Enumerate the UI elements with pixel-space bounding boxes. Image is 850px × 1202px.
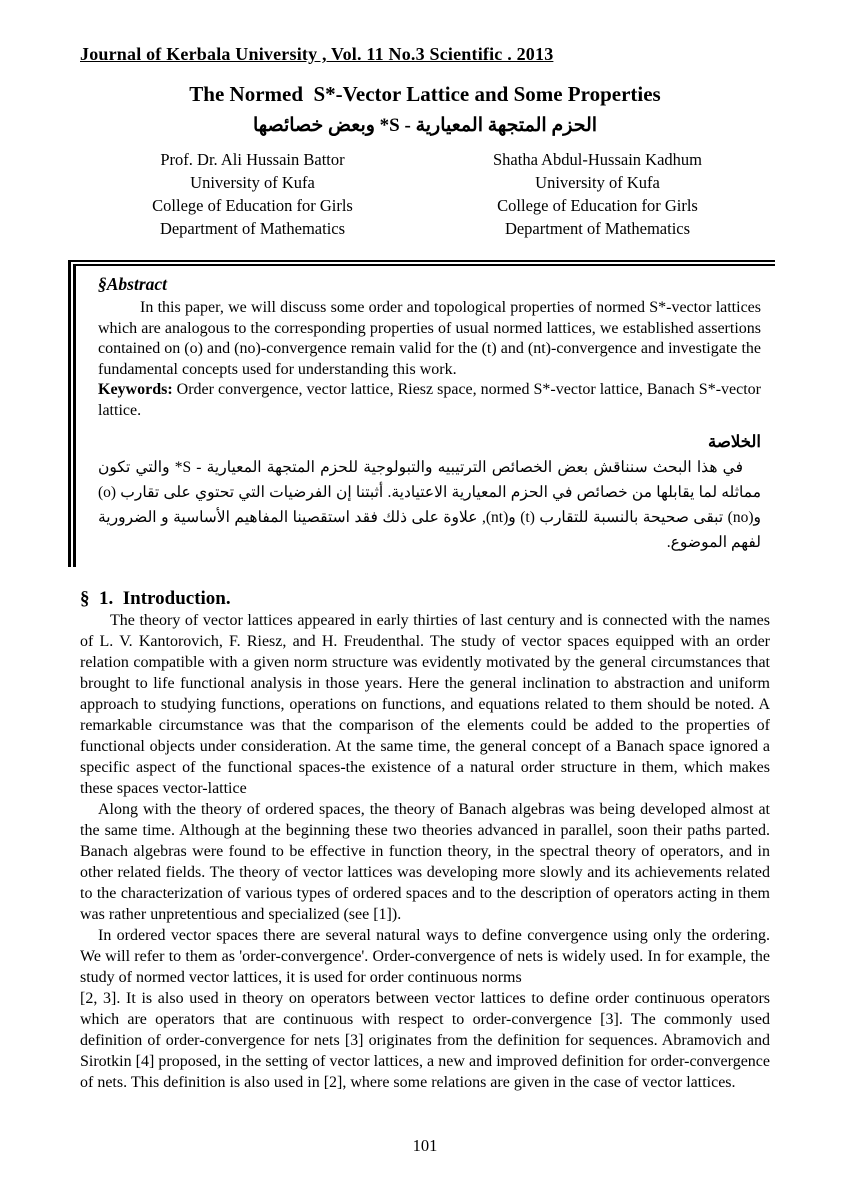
author-affiliation-line: College of Education for Girls <box>497 196 698 215</box>
author-name: Prof. Dr. Ali Hussain Battor <box>160 150 345 169</box>
author-affiliation-line: College of Education for Girls <box>152 196 353 215</box>
author-column-left <box>80 148 425 240</box>
author-affiliation-line: Department of Mathematics <box>504 219 691 238</box>
author-column-right <box>425 148 770 240</box>
journal-header: Journal of Kerbala University , Vol. 11 No.3 Scientific . 2013 <box>80 44 554 64</box>
abstract-text: In this paper, we will discuss some order and topological properties of normed S*-vector lattices which are analogous to the corresponding properties of usual normed lattices, we established assertions contained on (o) and (no)-convergence remain valid for the (t) and (nt)-convergence and investigate the fundamental concepts used for understanding this work. <box>98 299 761 378</box>
abstract-heading: §Abstract <box>98 274 168 294</box>
author-name: Shatha Abdul-Hussain Kadhum <box>493 150 702 169</box>
paper-title-english: The Normed S*-Vector Lattice and Some Properties <box>189 82 661 106</box>
author-affiliation-line: Department of Mathematics <box>159 219 346 238</box>
keywords-label: Keywords: <box>98 381 173 398</box>
introduction-heading: § 1. Introduction. <box>80 588 231 609</box>
arabic-abstract-heading: الخلاصة <box>708 432 761 451</box>
arabic-abstract-text: في هذا البحث سنناقش بعض الخصائص الترتيبيه والتبولوجية للحزم المتجهة المعيارية - S* والتي تكون مماثله لما يقابلها من خصائص في الحزم المعيارية الاعتيادية. أثبتنا إن الفرضيات التي تحتوي على تقارب (o) و(no) تبقى صحيحة بالنسبة للتقارب (t) و(nt), علاوة على ذلك فقد استقصينا المفاهيم الأساسية و الضرورية لفهم الموضوع. <box>98 459 761 551</box>
introduction-paragraph: In ordered vector spaces there are several natural ways to define convergence using only the ordering. We will refer to them as 'order-convergence'. Order-convergence of nets is widely used. In for example, the study of normed vector lattices, it is used for order continuous norms <box>80 927 770 986</box>
keywords-line <box>98 380 761 421</box>
abstract-box <box>68 260 775 567</box>
keywords-text: Order convergence, vector lattice, Riesz space, normed S*-vector lattice, Banach S*-vector lattice. <box>98 381 761 419</box>
introduction-paragraph: [2, 3]. It is also used in theory on operators between vector lattices to define order continuous operators which are operators that are continuous with respect to order-convergence [3]. The commonly used definition of order-convergence for nets [3] originates from the definition for sequences. Abramovich and Sirotkin [4] proposed, in the setting of vector lattices, a new and improved definition for order-convergence of nets. This definition is also used in [2], where some relations are given in the case of vector lattices. <box>80 990 770 1091</box>
paper-title-arabic: الحزم المتجهة المعيارية - S* وبعض خصائصها <box>252 115 598 136</box>
page-number: 101 <box>412 1136 438 1155</box>
introduction-paragraph: Along with the theory of ordered spaces, the theory of Banach algebras was being developed almost at the same time. Although at the beginning these two theories advanced in parallel, soon their paths parted. Banach algebras were found to be effective in function theory, in the spectral theory of operators, and in other related fields. The theory of vector lattices was developing more slowly and its achievements related to the characterization of various types of ordered spaces and to the description of operators acting in them was rather unpretentious and specialized (see [1]). <box>80 801 770 923</box>
author-affiliation-line: University of Kufa <box>190 173 315 192</box>
introduction-paragraph: The theory of vector lattices appeared in early thirties of last century and is connected with the names of L. V. Kantorovich, F. Riesz, and H. Freudenthal. The study of vector spaces equipped with an order relation compatible with a given norm structure was evidently motivated by the general circumstances that brought to life functional analysis in those years. Here the general inclination to abstraction and uniform approach to studying functions, operations on functions, and equations related to them should be noted. A remarkable circumstance was that the comparison of the elements could be added to the properties of functional objects under consideration. At the same time, the general concept of a Banach space ignored a specific aspect of the functional spaces-the existence of a natural order structure in them, which makes these spaces vector-lattice <box>80 612 770 797</box>
authors-block <box>80 148 770 240</box>
author-affiliation-line: University of Kufa <box>535 173 660 192</box>
